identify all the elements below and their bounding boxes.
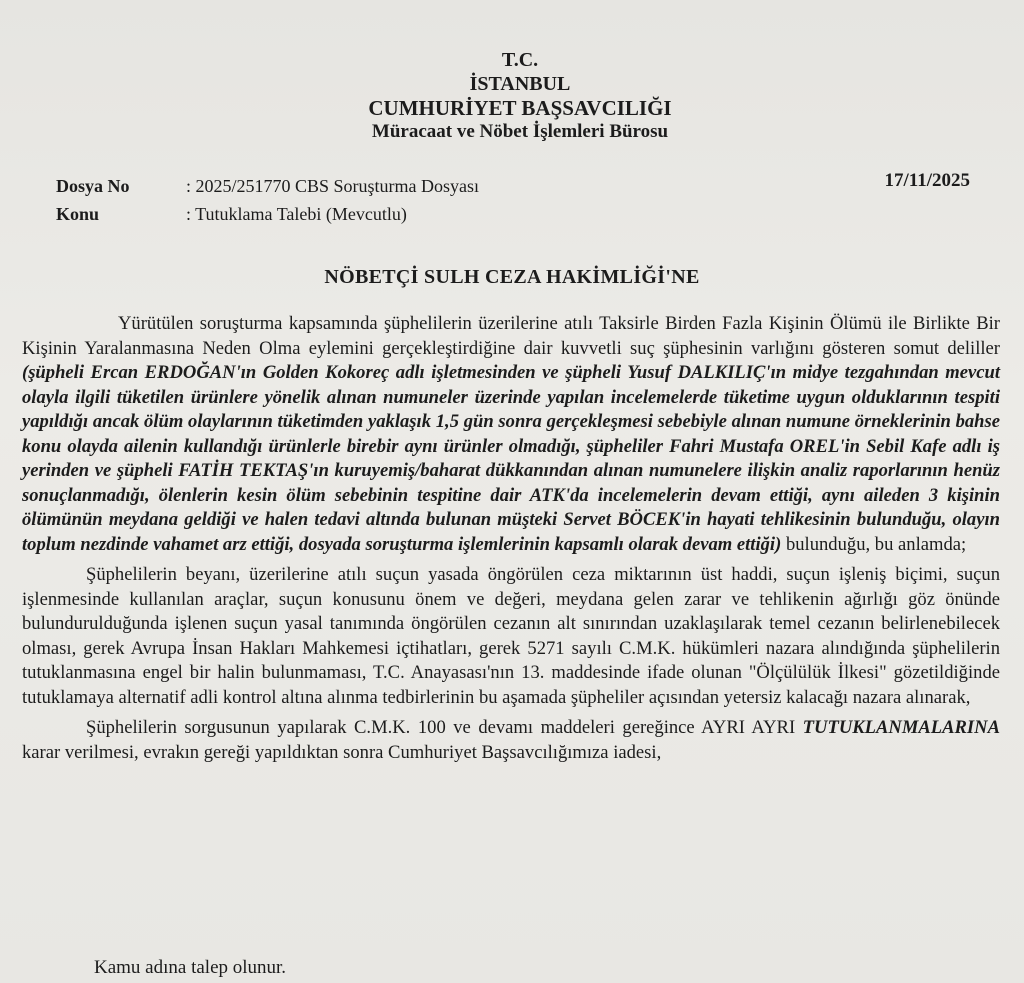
file-number-row	[56, 172, 479, 200]
subject-value: : Tutuklama Talebi (Mevcutlu)	[186, 203, 407, 224]
file-meta	[56, 172, 479, 228]
closing-line: Kamu adına talep olunur.	[94, 957, 287, 978]
document-header	[300, 48, 740, 144]
paragraph-evidence-tail: bulunduğu, bu anlamda;	[781, 533, 967, 555]
subject-label: Konu	[56, 203, 100, 224]
file-number-label: Dosya No	[56, 175, 130, 196]
addressee-heading: NÖBETÇİ SULH CEZA HAKİMLİĞİ'NE	[324, 266, 700, 288]
paragraph-request-emphasis: TUTUKLANMALARINA	[802, 717, 1000, 738]
header-office: CUMHURİYET BAŞSAVCILIĞI	[368, 96, 672, 120]
paragraph-evidence-emphasis: (şüpheli Ercan ERDOĞAN'ın Golden Kokoreç adlı işletmesinden ve şüpheli Yusuf DALKILIÇ'ın midye tezgahından mevcut olayla ilgili tüketilen ürünlere yönelik alınan numuneler üzerinde yapılan incelemelerde tüketime uygun olduklarının tespiti yapıldığı ancak ölüm olaylarının tüketimden yaklaşık 1,5 gün sonra gerçekleşmesi sebebiyle alınan numune örneklerinin bahse konu olayda ailenin kullandığı ürünlerle birebir aynı ürünler olmadığı, şüpheliler Fahri Mustafa OREL'in Sebil Kafe adlı iş yerinden ve şüpheli FATİH TEKTAŞ'ın kuruyemiş/baharat dükkanından alınan numunelere ilişkin analiz raporlarının henüz sonuçlanmadığı, ölenlerin kesin ölüm sebebinin tespitine dair ATK'da incelemelerin devam ettiği, aynı aileden 3 kişinin ölümünün meydana geldiği ve halen tedavi altında bulunan müşteki Servet BÖCEK'in hayati tehlikesinin bulunduğu, olayın toplum nezdinde vahamet arz ettiği, dosyada soruşturma işlemlerinin kapsamlı olarak devam ettiği)	[22, 362, 1000, 555]
paragraph-evidence	[22, 312, 1000, 557]
paragraph-evidence-intro: Yürütülen soruşturma kapsamında şüphelilerin üzerilerine atılı Taksirle Birden Fazla Kişinin Ölümü ile Birlikte Bir Kişinin Yaralanmasına Neden Olma eylemini gerçekleştirdiğine dair kuvvetli suç şüphesinin varlığını gösteren somut deliller	[22, 313, 1000, 359]
document-date: 17/11/2025	[884, 170, 970, 191]
paragraph-request-tail: karar verilmesi, evrakın gereği yapıldıktan sonra Cumhuriyet Başsavcılığımıza iadesi,	[22, 741, 662, 763]
document-body	[22, 312, 1000, 771]
paragraph-request-intro: Şüphelilerin sorgusunun yapılarak C.M.K. 100 ve devamı maddeleri gereğince AYRI AYRI	[86, 717, 803, 738]
header-city: İSTANBUL	[469, 73, 571, 95]
header-bureau: Müracaat ve Nöbet İşlemleri Bürosu	[371, 121, 669, 142]
paragraph-grounds: Şüphelilerin beyanı, üzerilerine atılı suçun yasada öngörülen ceza miktarının üst haddi, suçun işleniş biçimi, suçun işlenmesinde kullanılan araçlar, suçun konusunu önem ve değeri, meydana gelen zarar ve tehlikenin ağırlığı göz önünde bulundurulduğunda işlenen suçun yasal tanımında öngörülen cezanın alt sınırından uzaklaşılarak temel cezanın belirlenebilecek olması, gerek Avrupa İnsan Hakları Mahkemesi içtihatları, gerek 5271 sayılı C.M.K. hükümleri nazara alındığında şüphelilerin tutuklanmasına engel bir halin bulunmaması, T.C. Anayasası'nın 13. maddesinde ifade olunan "Ölçülülük İlkesi" gözetildiğinde tutuklamaya alternatif adli kontrol altına alınma tedbirlerinin bu aşamada şüpheliler açısından yetersiz kalacağı nazara alınarak,	[22, 564, 1000, 708]
paragraph-request	[22, 716, 1000, 765]
file-number-value: : 2025/251770 CBS Soruşturma Dosyası	[186, 175, 480, 196]
header-tc: T.C.	[501, 49, 539, 71]
subject-row	[56, 200, 479, 228]
